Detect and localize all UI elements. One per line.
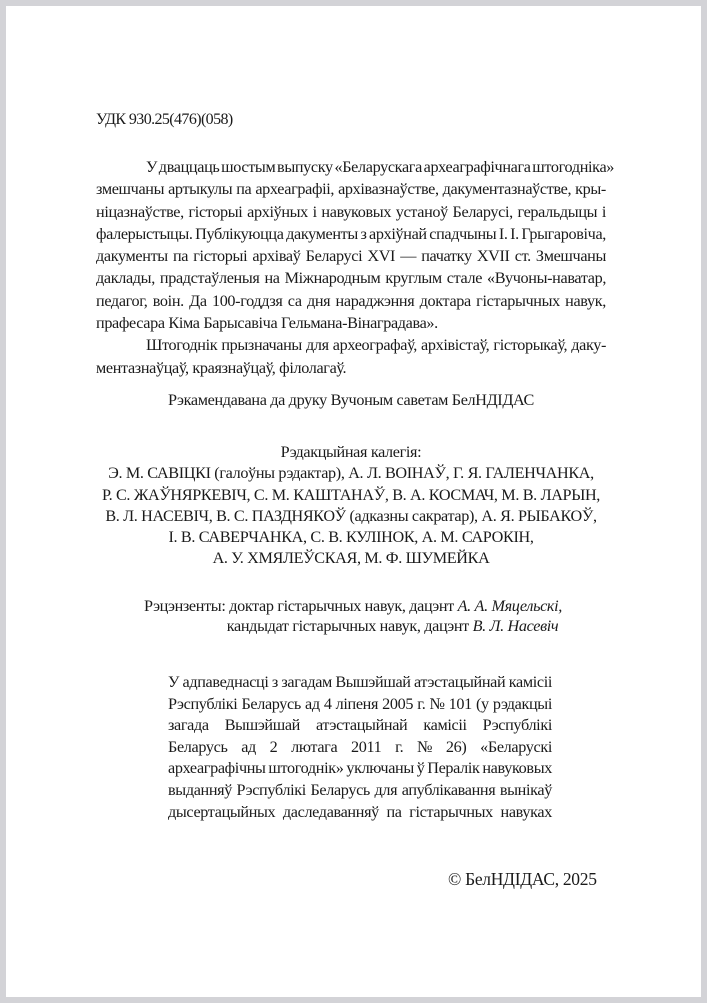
reviewer-line-2 bbox=[96, 616, 562, 636]
editorial-board-line: Р. С. ЖАЎНЯРКЕВІЧ, С. М. КАШТАНАЎ, В. А. КОСМАЧ, М. В. ЛАРЫН, bbox=[101, 485, 601, 504]
editorial-board-line: В. Л. НАСЕВІЧ, В. С. ПАЗДНЯКОЎ (адказны сакратар), А. Я. РЫБАКОЎ, bbox=[105, 506, 597, 525]
annotation-line: прафесара Кіма Барысавіча Гельмана-Вінаградава». bbox=[96, 314, 438, 333]
reviewer-1-credentials: доктар гістарычных навук, дацэнт bbox=[229, 597, 454, 615]
annotation-line: ніцазнаўстве, гісторыі архіўных і навуковых устаноў Беларусі, геральдыцы і bbox=[96, 202, 606, 221]
reviewer-line-1 bbox=[96, 596, 562, 616]
editorial-board-heading: Рэдакцыйная калегія: bbox=[280, 443, 422, 461]
annotation-line: змешчаны артыкулы па археаграфіі, архівазнаўстве, дакументазнаўстве, кры- bbox=[96, 180, 606, 199]
reviewer-1-name: А. А. Мяцельскі, bbox=[457, 597, 562, 615]
approval-line: загада Вышэйшай атэстацыйнай камісіі Рэспублікі bbox=[168, 716, 552, 735]
document-page bbox=[6, 6, 701, 997]
approval-line: дысертацыйных даследаванняў па гістарычных навуках bbox=[168, 802, 552, 821]
vak-approval-note bbox=[168, 672, 552, 823]
reviewers bbox=[96, 596, 562, 636]
annotation-line: фалерыстыцы. Публікуюцца дакументы з архіўнай спадчыны І. І. Грыгаровіча, bbox=[96, 224, 607, 243]
reviewer-2-name: В. Л. Насевіч bbox=[472, 617, 559, 635]
editorial-board-line: А. У. ХМЯЛЕЎСКАЯ, М. Ф. ШУМЕЙКА bbox=[212, 549, 490, 568]
editorial-board-line: Э. М. САВІЦКІ (галоўны рэдактар), А. Л. ВОІНАЎ, Г. Я. ГАЛЕНЧАНКА, bbox=[108, 464, 594, 483]
reviewer-2-credentials: кандыдат гістарычных навук, дацэнт bbox=[226, 617, 469, 635]
recommendation bbox=[96, 389, 606, 411]
editorial-board-line: І. В. САВЕРЧАНКА, С. В. КУЛІНОК, А. М. САРОКІН, bbox=[168, 528, 534, 547]
annotation-line: У дваццаць шостым выпуску «Беларускага археаграфічнага штогодніка» bbox=[146, 158, 615, 176]
annotation-line: ментазнаўцаў, краязнаўцаў, філолагаў. bbox=[96, 358, 347, 377]
approval-line: У адпаведнасці з загадам Вышэйшай атэстацыйнай камісіі bbox=[168, 673, 552, 691]
annotation-line: Штогоднік прызначаны для археографаў, архівістаў, гісторыкаў, даку- bbox=[146, 336, 607, 355]
annotation-line: педагог, воін. Да 100-годдзя са дня нараджэння доктара гістарычных навук, bbox=[96, 291, 606, 310]
recommendation-text: Рэкамендавана да друку Вучоным саветам БелНДІДАС bbox=[167, 391, 535, 409]
approval-line: археаграфічны штогоднік» уключаны ў Пералік навуковых bbox=[168, 759, 552, 778]
annotation-line: дакументы па гісторыі архіваў Беларусі XVI — пачатку XVII ст. Змешчаны bbox=[96, 247, 606, 266]
annotation bbox=[96, 156, 615, 379]
annotation-line: даклады, прадстаўленыя на Міжнародным круглым стале «Вучоны-наватар, bbox=[96, 269, 607, 288]
editorial-board bbox=[96, 442, 606, 570]
approval-line: Рэспублікі Беларусь ад 4 ліпеня 2005 г. № 101 (у рэдакцыі bbox=[168, 694, 552, 713]
approval-line: выданняў Рэспублікі Беларусь для апублікавання вынікаў bbox=[168, 780, 552, 799]
udk-code: УДК 930.25(476)(058) bbox=[96, 111, 233, 128]
reviewers-label: Рэцэнзенты: bbox=[144, 597, 226, 615]
approval-line: Беларусь ад 2 лютага 2011 г. № 26) «Беларускі bbox=[168, 737, 552, 756]
copyright-notice: © БелНДІДАС, 2025 bbox=[448, 869, 597, 889]
